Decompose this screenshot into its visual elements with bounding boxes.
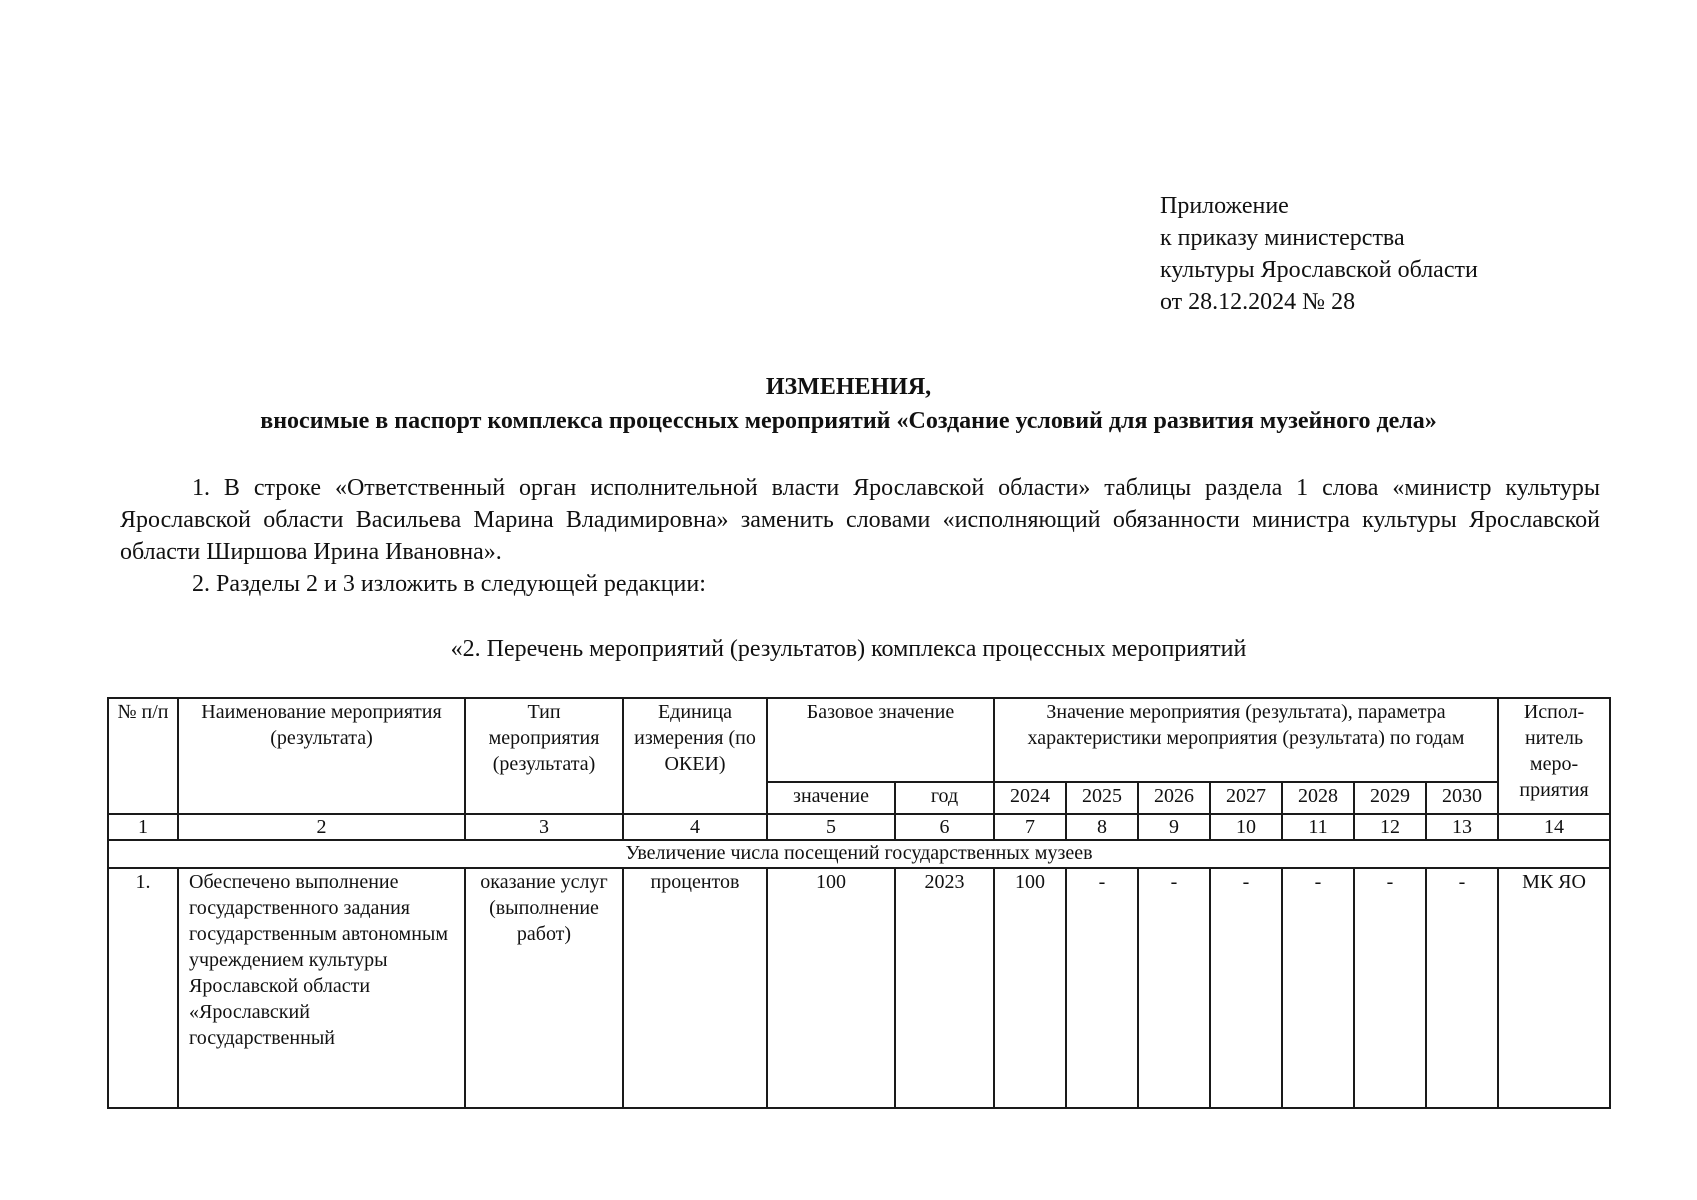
section-title: «2. Перечень мероприятий (результатов) комплекса процессных мероприятий [450, 636, 1247, 662]
col-number: 1 [108, 814, 178, 840]
col-number: 2 [178, 814, 465, 840]
row-year-value: 100 [994, 868, 1066, 1108]
header-year: 2029 [1354, 782, 1426, 814]
header-values: Значение мероприятия (результата), параметра характеристики мероприятия (результата) по годам [994, 698, 1498, 782]
header-unit: Единица измерения (по ОКЕИ) [623, 698, 767, 814]
header-year: 2024 [994, 782, 1066, 814]
col-number: 4 [623, 814, 767, 840]
col-number: 9 [1138, 814, 1210, 840]
header-base-value: значение [767, 782, 895, 814]
row-num: 1. [108, 868, 178, 1108]
appendix-line: культуры Ярославской области [1160, 257, 1478, 283]
header-num: № п/п [108, 698, 178, 814]
row-year-value: - [1138, 868, 1210, 1108]
col-number: 7 [994, 814, 1066, 840]
row-name: Обеспечено выполнение государственного задания государственным автономным учреждением культуры Ярославской области «Ярославский государственный [178, 868, 465, 1108]
header-base-year: год [895, 782, 994, 814]
activities-table [107, 697, 1611, 1109]
header-executor: Испол-нитель меро-приятия [1498, 698, 1610, 814]
header-year: 2027 [1210, 782, 1282, 814]
row-executor: МК ЯО [1498, 868, 1610, 1108]
row-year-value: - [1354, 868, 1426, 1108]
row-base-year: 2023 [895, 868, 994, 1108]
header-year: 2026 [1138, 782, 1210, 814]
paragraph-2: 2. Разделы 2 и 3 изложить в следующей редакции: [192, 571, 706, 597]
appendix-line: от 28.12.2024 № 28 [1160, 289, 1356, 315]
appendix-block [1160, 190, 1478, 318]
row-unit: процентов [623, 868, 767, 1108]
header-year: 2025 [1066, 782, 1138, 814]
col-number: 3 [465, 814, 623, 840]
col-number: 12 [1354, 814, 1426, 840]
row-year-value: - [1282, 868, 1354, 1108]
header-base: Базовое значение [767, 698, 994, 782]
row-type: оказание услуг (выполнение работ) [465, 868, 623, 1108]
col-number: 13 [1426, 814, 1498, 840]
col-number: 5 [767, 814, 895, 840]
document-subtitle: вносимые в паспорт комплекса процессных мероприятий «Создание условий для развития музейного дела» [260, 408, 1437, 434]
col-number: 14 [1498, 814, 1610, 840]
document-title: ИЗМЕНЕНИЯ, [765, 374, 932, 400]
row-year-value: - [1426, 868, 1498, 1108]
row-base-value: 100 [767, 868, 895, 1108]
appendix-line: к приказу министерства [1160, 225, 1405, 251]
row-year-value: - [1210, 868, 1282, 1108]
col-number: 11 [1282, 814, 1354, 840]
header-year: 2030 [1426, 782, 1498, 814]
goal-row: Увеличение числа посещений государственных музеев [108, 840, 1610, 868]
col-number: 6 [895, 814, 994, 840]
header-name: Наименование мероприятия (результата) [178, 698, 465, 814]
paragraph-1: 1. В строке «Ответственный орган исполнительной власти Ярославской области» таблицы раздела 1 слова «министр культуры Ярославской области Васильева Марина Владимировна» заменить словами «исполняющий обязанности министра культуры Ярославской области Ширшова Ирина Ивановна». [120, 475, 1600, 565]
col-number: 8 [1066, 814, 1138, 840]
header-year: 2028 [1282, 782, 1354, 814]
col-number: 10 [1210, 814, 1282, 840]
appendix-line: Приложение [1160, 193, 1289, 219]
row-year-value: - [1066, 868, 1138, 1108]
table-row [108, 868, 1610, 1108]
header-type: Тип мероприятия (результата) [465, 698, 623, 814]
